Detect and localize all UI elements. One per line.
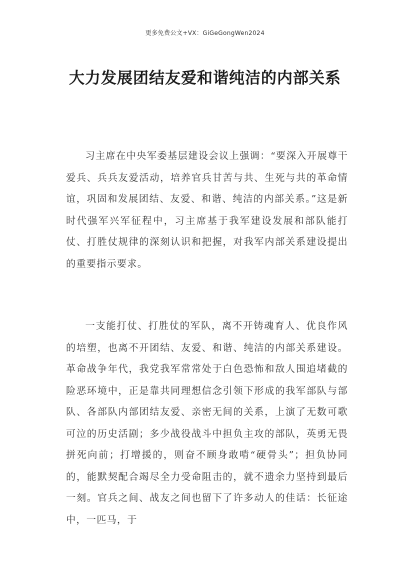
body-section-1 (66, 146, 348, 275)
paragraph: 习主席在中央军委基层建设会议上强调：“要深入开展尊干爱兵、兵兵友爱活动，培养官兵甘苦与共、生死与共的革命情谊，巩固和发展团结、友爱、和谐、纯洁的内部关系。”这是新时代强军兴军征程中，习主席基于我军建设发展和部队能打仗、打胜仗规律的深刻认识和把握，对我军内部关系建设提出的重要指示要求。 (66, 151, 348, 270)
document-title: 大力发展团结友爱和谐纯洁的内部关系 (68, 69, 341, 87)
header-note: 更多免费公文+VX：GiGeGongWen2024 (145, 30, 265, 37)
body-section-2 (66, 316, 348, 531)
paragraph: 一支能打仗、打胜仗的军队，离不开铸魂育人、优良作风的培塑，也离不开团结、友爱、和谐、纯洁的内部关系建设。革命战争年代，我党我军常常处于白色恐怖和敌人围追堵截的险恶环境中，正是靠共同理想信念引领下形成的我军部队与部队、各部队内部团结友爱、亲密无间的关系，上演了无数可歌可泣的历史活剧；多少战役战斗中担负主攻的部队，英勇无畏拼死向前；打增援的，则奋不顾身敢啃“硬骨头”；担负协同的，能默契配合竭尽全力受命阻击的，就不遗余力坚持到最后一刻。官兵之间、战友之间也留下了许多动人的佳话：长征途中，一匹马，于 (66, 321, 348, 526)
